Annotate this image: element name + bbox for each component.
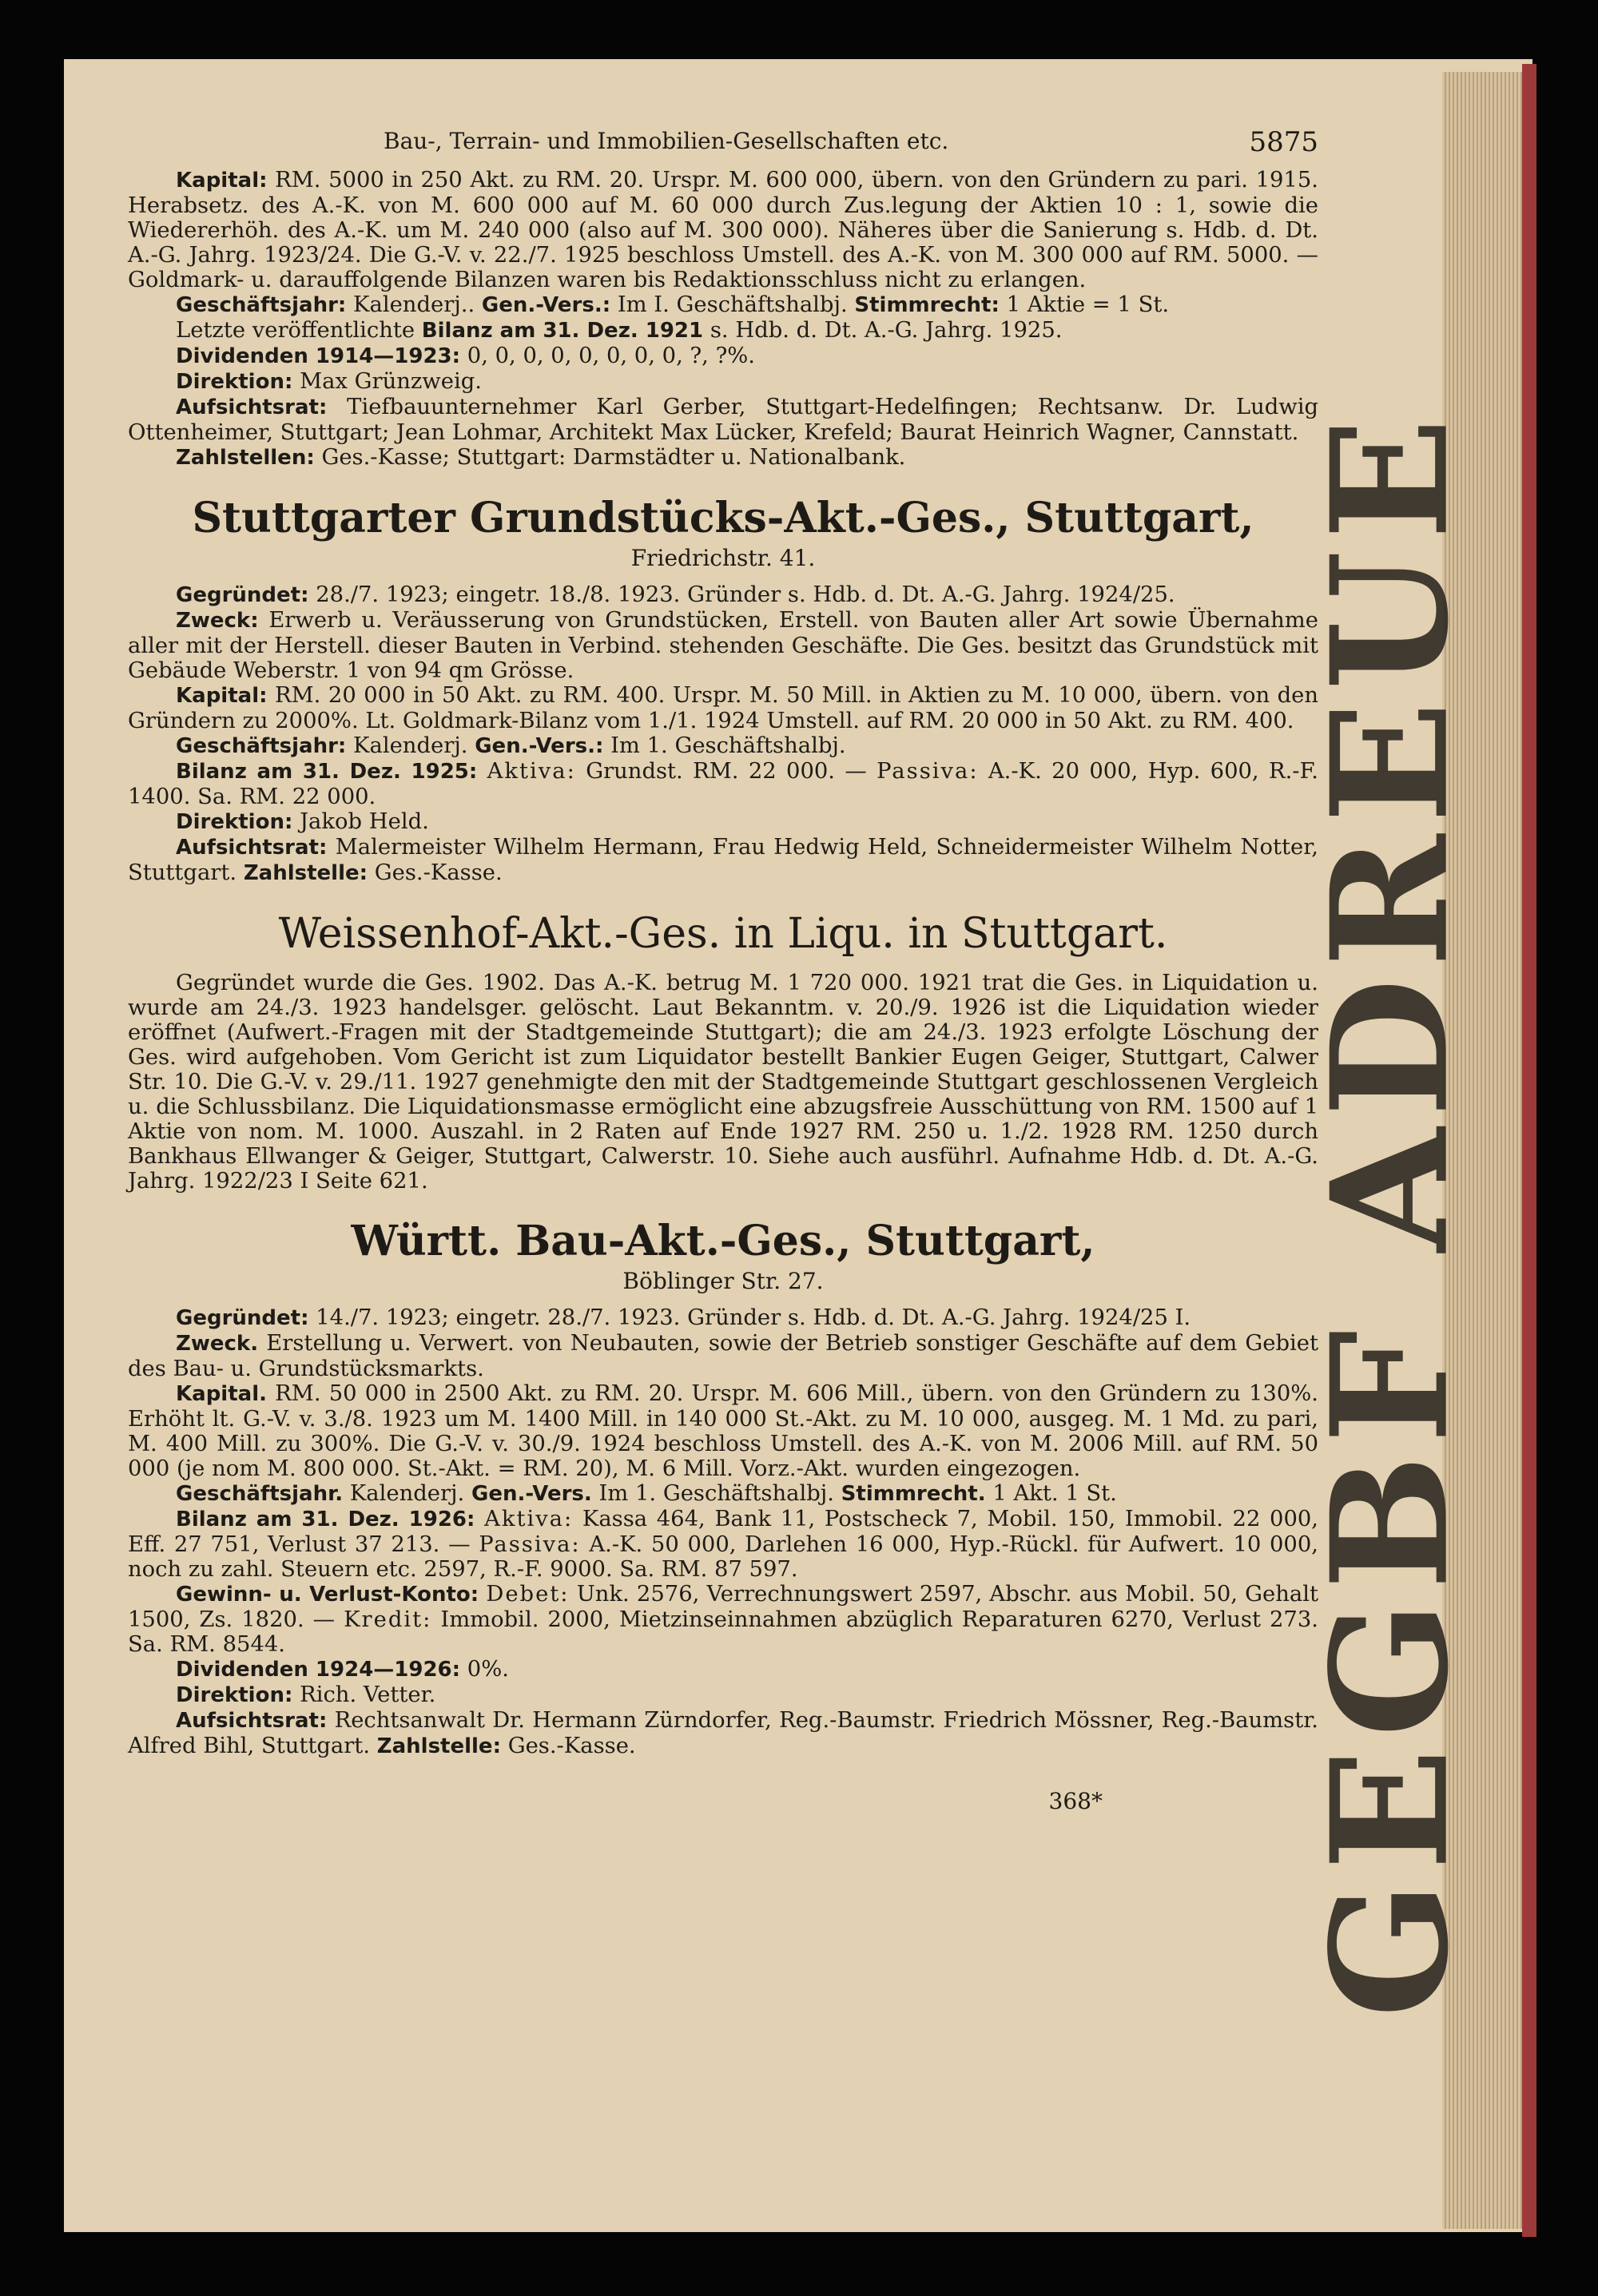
company-entry-wuertt-bau — [128, 1216, 1318, 1759]
prev-direktion: Direktion: Max Grünzweig. — [176, 369, 482, 394]
prev-aufsichtsrat: Aufsichtsrat: Tiefbauunternehmer Karl Gerber, Stuttgart-Hedelfingen; Rechtsanw. Dr. Ludwig Ottenheimer, Stuttgart; Jean Lohmar, Architekt Max Lücker, Krefeld; Baurat Heinrich Wagner, Cannstatt. — [128, 395, 1318, 445]
page-content — [128, 120, 1318, 1814]
aufsichtsrat: Aufsichtsrat: Rechtsanwalt Dr. Hermann Zürndorfer, Reg.-Baumstr. Friedrich Mössner, Reg.-Baumstr. Alfred Bihl, Stuttgart. Zahlstelle: Ges.-Kasse. — [128, 1708, 1318, 1758]
prev-company-entry — [128, 168, 1318, 471]
signature-mark: 368* — [1048, 1788, 1103, 1814]
prev-dividenden: Dividenden 1914—1923: 0, 0, 0, 0, 0, 0, 0, 0, ?, ?%. — [176, 344, 756, 368]
prev-zahlstellen: Zahlstellen: Ges.-Kasse; Stuttgart: Darmstädter u. Nationalbank. — [176, 445, 906, 470]
company-entry-weissenhof — [128, 908, 1318, 1194]
running-head — [128, 120, 1318, 168]
geschaeftsjahr: Geschäftsjahr. Kalenderj. Gen.-Vers. Im 1. Geschäftshalbj. Stimmrecht. 1 Akt. 1 St. — [176, 1481, 1117, 1506]
direktion: Direktion: Jakob Held. — [176, 809, 429, 834]
bilanz: Bilanz am 31. Dez. 1925: Aktiva: Grundst. RM. 22 000. — Passiva: A.-K. 20 000, Hyp. 600, R.-F. 1400. Sa. RM. 22 000. — [128, 759, 1319, 809]
aufsichtsrat: Aufsichtsrat: Malermeister Wilhelm Hermann, Frau Hedwig Held, Schneidermeister Wilhelm Notter, Stuttgart. Zahlstelle: Ges.-Kasse. — [128, 835, 1318, 885]
prev-kapital: Kapital: RM. 5000 in 250 Akt. zu RM. 20. Urspr. M. 600 000, übern. von den Gründern zu pari. 1915. Herabsetz. des A.-K. von M. 600 000 auf M. 60 000 durch Zus.legung der Aktien 10 : 1, sowie die Wiedererhöh. des A.-K. um M. 240 000 (also auf M. 300 000). Näheres über die Sanierung s. Hdb. d. Dt. A.-G. Jahrg. 1923/24. Die G.-V. v. 22./7. 1925 beschloss Umstell. des A.-K. von M. 300 000 auf RM. 5000. — Goldmark- u. darauffolgende Bilanzen waren bis Redaktionsschluss nicht zu erlangen. — [128, 168, 1318, 292]
gegruendet: Gegründet: 28./7. 1923; eingetr. 18./8. 1923. Gründer s. Hdb. d. Dt. A.-G. Jahrg. 1924/25. — [176, 582, 1175, 607]
spine-stamp: GEGBF ADREUE — [1296, 407, 1485, 2018]
geschaeftsjahr: Geschäftsjahr: Kalenderj. Gen.-Vers.: Im 1. Geschäftshalbj. — [176, 733, 846, 758]
company-title: Stuttgarter Grundstücks-Akt.-Ges., Stuttgart, — [192, 494, 1254, 542]
direktion: Direktion: Rich. Vetter. — [176, 1682, 436, 1707]
company-address: Böblinger Str. 27. — [622, 1268, 824, 1294]
zweck: Zweck. Erstellung u. Verwert. von Neubauten, sowie der Betrieb sonstiger Geschäfte auf dem Gebiet des Bau- u. Grundstücksmarkts. — [128, 1331, 1318, 1381]
kapital: Kapital: RM. 20 000 in 50 Akt. zu RM. 400. Urspr. M. 50 Mill. in Aktien zu M. 10 000, übern. von den Gründern zu 2000%. Lt. Goldmark-Bilanz vom 1./1. 1924 Umstell. auf RM. 20 000 in 50 Akt. zu RM. 400. — [128, 683, 1318, 733]
binding-strip — [1522, 64, 1536, 2237]
zweck: Zweck: Erwerb u. Veräusserung von Grundstücken, Erstell. von Bauten aller Art sowie Übernahme aller mit der Herstell. dieser Bauten in Verbind. stehenden Geschäfte. Die Ges. besitzt das Grundstück mit Gebäude Weberstr. 1 von 94 qm Grösse. — [128, 608, 1318, 683]
bilanz: Bilanz am 31. Dez. 1926: Aktiva: Kassa 464, Bank 11, Postscheck 7, Mobil. 150, Immobil. 22 000, Eff. 27 751, Verlust 37 213. — Passiva: A.-K. 50 000, Darlehen 16 000, Hyp.-Rückl. für Aufwert. 10 000, noch zu zahl. Steuern etc. 2597, R.-F. 9000. Sa. RM. 87 597. — [128, 1507, 1318, 1582]
company-title: Weissenhof-Akt.-Ges. in Liqu. in Stuttgart. — [278, 910, 1168, 958]
prev-geschaeftsjahr: Geschäftsjahr: Kalenderj.. Gen.-Vers.: Im I. Geschäftshalbj. Stimmrecht: 1 Aktie = 1 St. — [176, 292, 1170, 317]
dividenden: Dividenden 1924—1926: 0%. — [176, 1657, 509, 1682]
kapital: Kapital. RM. 50 000 in 2500 Akt. zu RM. 20. Urspr. M. 606 Mill., übern. von den Gründern zu 130%. Erhöht lt. G.-V. v. 3./8. 1923 um M. 1400 Mill. in 140 000 St.-Akt. zu M. 10 000, ausgeg. M. 1 Md. zu pari, M. 400 Mill. zu 300%. Die G.-V. v. 30./9. 1924 beschloss Umstell. des A.-K. von M. 2006 Mill. auf RM. 50 000 (je nom M. 800 000. St.-Akt. = RM. 20), M. 6 Mill. Vorz.-Akt. wurden eingezogen. — [128, 1381, 1318, 1481]
prev-bilanz: Letzte veröffentlichte Bilanz am 31. Dez. 1921 s. Hdb. d. Dt. A.-G. Jahrg. 1925. — [176, 318, 1063, 343]
company-address: Friedrichstr. 41. — [630, 545, 816, 571]
page-number: 5875 — [1249, 126, 1318, 158]
company-body: Gegründet wurde die Ges. 1902. Das A.-K. betrug M. 1 720 000. 1921 trat die Ges. in Liquidation u. wurde am 24./3. 1923 handelsger. gelöscht. Laut Bekanntm. v. 20./9. 1926 ist die Liquidation wieder eröffnet (Aufwert.-Fragen mit der Stadtgemeinde Stuttgart); die am 24./3. 1923 erfolgte Löschung der Ges. wird aufgehoben. Vom Gericht ist zum Liquidator bestellt Bankier Eugen Geiger, Stuttgart, Calwer Str. 10. Die G.-V. v. 29./11. 1927 genehmigte den mit der Stadtgemeinde Stuttgart geschlossenen Vergleich u. die Schlussbilanz. Die Liquidationsmasse ermöglicht eine abzugsfreie Ausschüttung von RM. 1500 auf 1 Aktie von nom. M. 1000. Auszahl. in 2 Raten auf Ende 1927 RM. 250 u. 1./2. 1928 RM. 1250 durch Bankhaus Ellwanger & Geiger, Stuttgart, Calwerstr. 10. Siehe auch ausführl. Aufnahme Hdb. d. Dt. A.-G. Jahrg. 1922/23 I Seite 621. — [128, 971, 1318, 1194]
company-entry-stuttgarter-grundstuecks — [128, 493, 1318, 886]
company-title: Württ. Bau-Akt.-Ges., Stuttgart, — [351, 1217, 1095, 1265]
gewinn-verlust-konto: Gewinn- u. Verlust-Konto: Debet: Unk. 2576, Verrechnungswert 2597, Abschr. aus Mobil. 50, Gehalt 1500, Zs. 1820. — Kredit: Immobil. 2000, Mietzinseinnahmen abzüglich Reparaturen 6270, Verlust 273. Sa. RM. 8544. — [128, 1582, 1318, 1657]
gegruendet: Gegründet: 14./7. 1923; eingetr. 28./7. 1923. Gründer s. Hdb. d. Dt. A.-G. Jahrg. 1924/25 I. — [176, 1305, 1191, 1330]
running-title: Bau-, Terrain- und Immobilien-Gesellschaften etc. — [384, 128, 949, 154]
